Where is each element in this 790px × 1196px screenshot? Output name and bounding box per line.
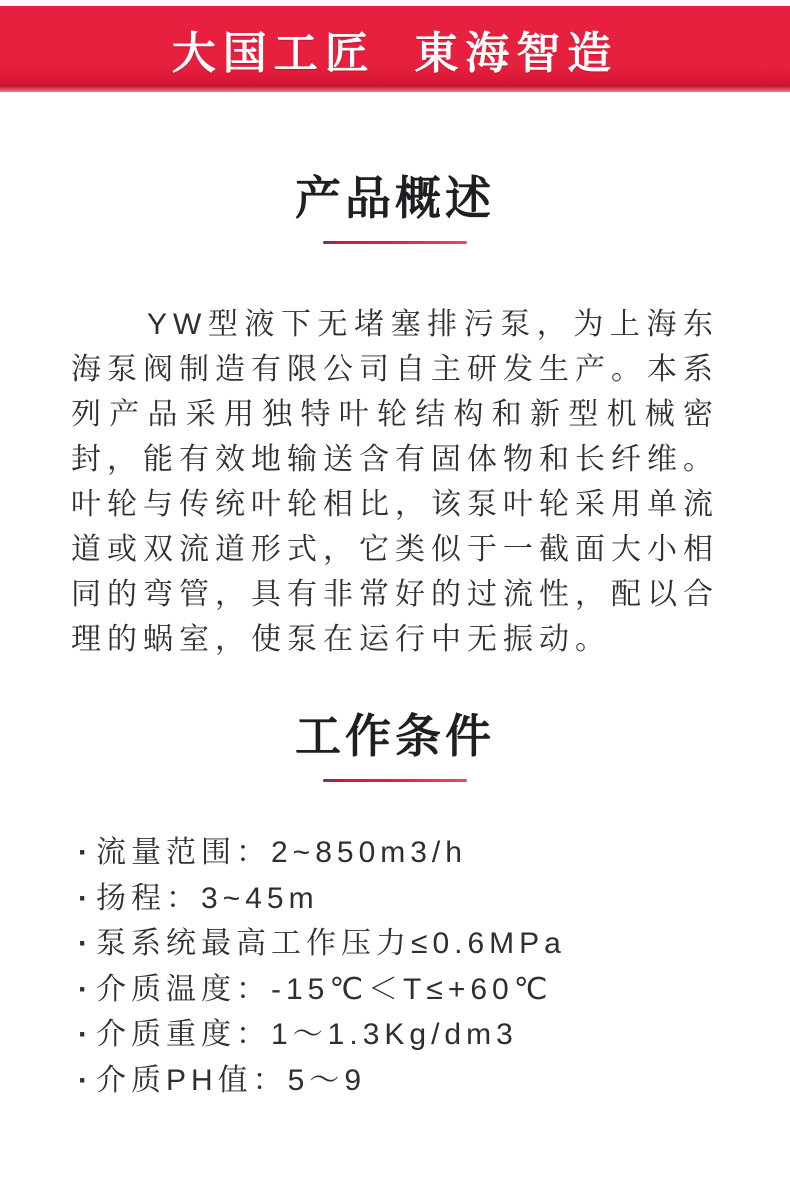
bullet-icon: ·: [78, 836, 88, 869]
overview-heading-wrap: [0, 162, 790, 244]
bullet-icon: ·: [78, 1018, 88, 1051]
section-overview: [0, 162, 790, 662]
condition-text: 泵系统最高工作压力≤0.6MPa: [96, 927, 566, 960]
condition-text: 介质温度：-15℃＜T≤+60℃: [96, 972, 553, 1006]
condition-item-medium-ph: [78, 1058, 725, 1104]
condition-text: 流量范围：2~850m3/h: [96, 836, 467, 869]
condition-item-max-pressure: [78, 921, 725, 967]
conditions-list: [65, 830, 725, 1103]
conditions-heading-wrap: [0, 700, 790, 782]
condition-item-head: [78, 876, 725, 922]
banner-title: 大国工匠 東海智造: [171, 29, 619, 78]
condition-text: 介质PH值：5～9: [96, 1063, 367, 1097]
overview-title-underline: [323, 241, 467, 244]
section-conditions: [0, 700, 790, 1103]
condition-item-medium-temperature: [78, 967, 725, 1013]
condition-item-flow-range: [78, 830, 725, 876]
condition-item-medium-density: [78, 1012, 725, 1058]
overview-title: 产品概述: [295, 172, 495, 224]
condition-text: 扬程：3~45m: [96, 881, 319, 915]
condition-text: 介质重度：1～1.3Kg/dm3: [96, 1018, 518, 1051]
conditions-title-underline: [323, 779, 467, 782]
bullet-icon: ·: [78, 927, 88, 960]
overview-paragraph: YW型液下无堵塞排污泵，为上海东海泵阀制造有限公司自主研发生产。本系列产品采用独特叶轮结构和新型机械密封，能有效地输送含有固体物和长纤维。叶轮与传统叶轮相比，该泵叶轮采用单流道或双流道形式，它类似于一截面大小相同的弯管，具有非常好的过流性，配以合理的蜗室，使泵在运行中无振动。: [71, 308, 719, 656]
bullet-icon: ·: [78, 972, 88, 1006]
header-banner: [0, 6, 790, 92]
bullet-icon: ·: [78, 1063, 88, 1097]
conditions-title: 工作条件: [295, 710, 495, 762]
bullet-icon: ·: [78, 881, 88, 915]
